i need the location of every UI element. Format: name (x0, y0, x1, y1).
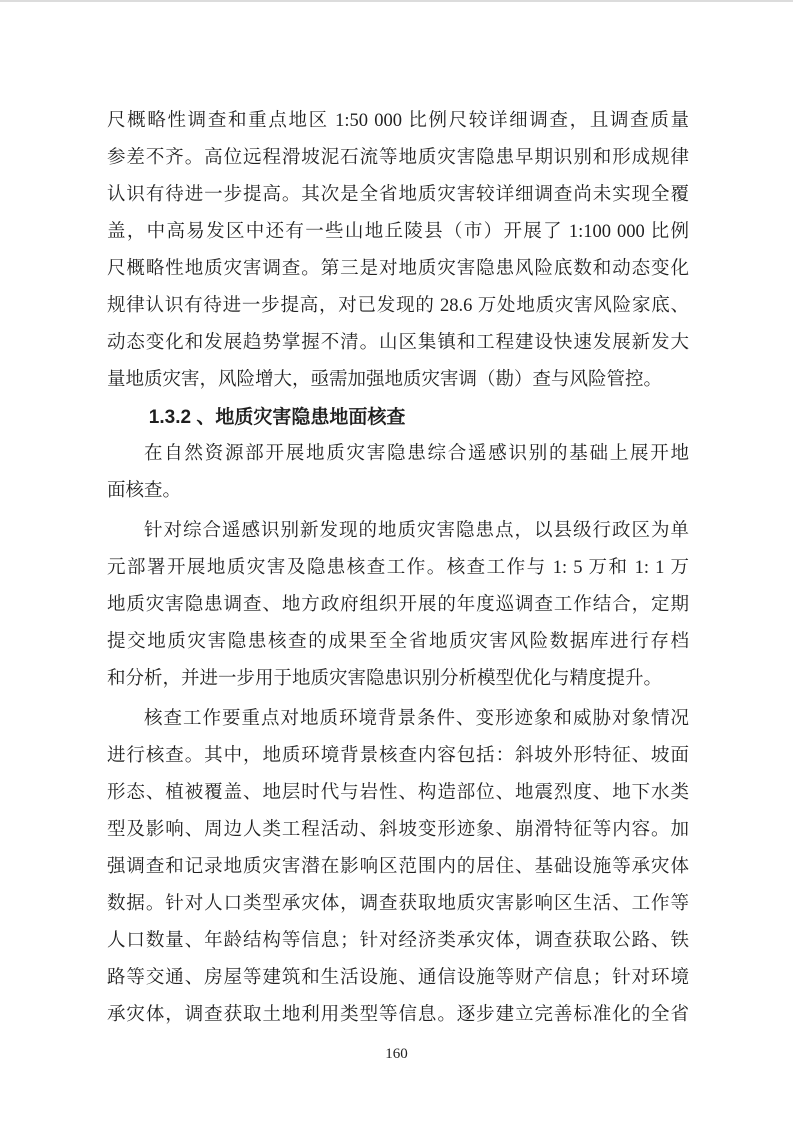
text-line: 在自然资源部开展地质灾害隐患综合遥感识别的基础上展开地 (144, 444, 689, 464)
text-line: 数据。针对人口类型承灾体，调查获取地质灾害影响区生活、工作等 (107, 894, 689, 914)
text-line: 认识有待进一步提高。其次是全省地质灾害较详细调查尚未实现全覆 (107, 185, 689, 205)
text-line: 尺概略性调查和重点地区 1:50 000 比例尺较详细调查，且调查质量 (107, 111, 689, 131)
paragraph (107, 513, 689, 698)
text-line: 动态变化和发展趋势掌握不清。山区集镇和工程建设快速发展新发大 (107, 333, 689, 353)
text-line: 承灾体，调查获取土地利用类型等信息。逐步建立完善标准化的全省 (107, 1005, 689, 1025)
page-body (107, 103, 689, 1034)
paragraph (107, 701, 689, 1034)
text-line: 元部署开展地质灾害及隐患核查工作。核查工作与 1: 5 万和 1: 1 万 (107, 558, 689, 578)
text-line: 形态、植被覆盖、地层时代与岩性、构造部位、地震烈度、地下水类 (107, 783, 689, 803)
text-line: 地质灾害隐患调查、地方政府组织开展的年度巡调查工作结合，定期 (107, 595, 689, 615)
text-line: 参差不齐。高位远程滑坡泥石流等地质灾害隐患早期识别和形成规律 (107, 148, 689, 168)
section-heading: 1.3.2 、地质灾害隐患地面核查 (148, 407, 406, 428)
text-line: 规律认识有待进一步提高，对已发现的 28.6 万处地质灾害风险家底、 (107, 296, 689, 316)
text-line: 量地质灾害，风险增大，亟需加强地质灾害调（勘）查与风险管控。 (107, 370, 663, 390)
text-line: 核查工作要重点对地质环境背景条件、变形迹象和威胁对象情况 (144, 709, 689, 729)
text-line: 针对综合遥感识别新发现的地质灾害隐患点，以县级行政区为单 (144, 521, 689, 541)
text-line: 路等交通、房屋等建筑和生活设施、通信设施等财产信息；针对环境 (107, 968, 689, 988)
paragraph (107, 436, 689, 510)
paragraph (107, 103, 689, 399)
text-line: 尺概略性地质灾害调查。第三是对地质灾害隐患风险底数和动态变化 (107, 259, 689, 279)
text-line: 和分析，并进一步用于地质灾害隐患识别分析模型优化与精度提升。 (107, 669, 663, 689)
text-line: 盖，中高易发区中还有一些山地丘陵县（市）开展了 1:100 000 比例 (107, 222, 689, 242)
text-line: 面核查。 (107, 481, 182, 501)
text-line: 强调查和记录地质灾害潜在影响区范围内的居住、基础设施等承灾体 (107, 857, 689, 877)
text-line: 人口数量、年龄结构等信息；针对经济类承灾体，调查获取公路、铁 (107, 931, 689, 951)
text-line: 型及影响、周边人类工程活动、斜坡变形迹象、崩滑特征等内容。加 (107, 820, 689, 840)
text-line: 进行核查。其中，地质环境背景核查内容包括：斜坡外形特征、坡面 (107, 746, 689, 766)
page-number: 160 (385, 1046, 408, 1062)
text-line: 提交地质灾害隐患核查的成果至全省地质灾害风险数据库进行存档 (107, 632, 689, 652)
